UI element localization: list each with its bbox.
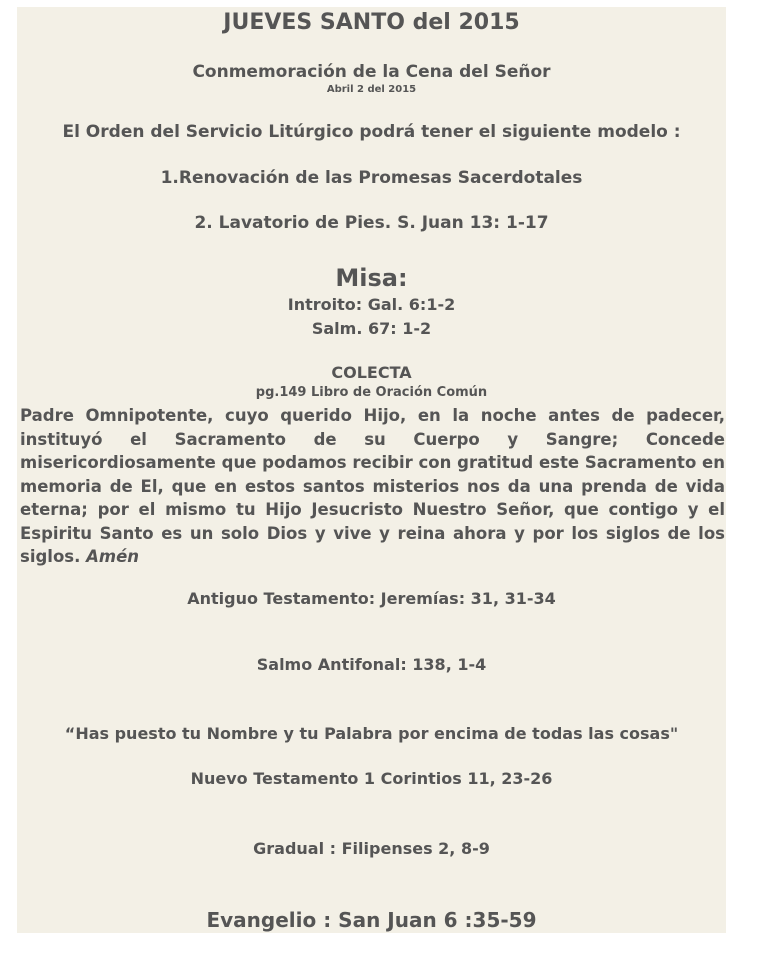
- salmo-introito: Salm. 67: 1-2: [311, 319, 432, 338]
- misa-heading: Misa:: [335, 264, 408, 292]
- antiguo-testamento: Antiguo Testamento: Jeremías: 31, 31-34: [187, 589, 556, 608]
- colecta-reference: pg.149 Libro de Oración Común: [255, 385, 488, 400]
- page-title: JUEVES SANTO del 2015: [223, 10, 520, 35]
- subtitle: Conmemoración de la Cena del Señor: [192, 62, 551, 82]
- introito: Introito: Gal. 6:1-2: [287, 295, 456, 314]
- colecta-amen: Amén: [86, 547, 140, 566]
- salmo-antifonal: Salmo Antifonal: 138, 1-4: [256, 655, 487, 674]
- order-item-1: 1.Renovación de las Promesas Sacerdotales: [160, 168, 583, 188]
- colecta-heading: COLECTA: [331, 363, 412, 382]
- date: Abril 2 del 2015: [326, 84, 417, 95]
- nuevo-testamento: Nuevo Testamento 1 Corintios 11, 23-26: [190, 769, 553, 788]
- order-intro: El Orden del Servicio Litúrgico podrá tener el siguiente modelo :: [62, 122, 681, 142]
- colecta-text: Padre Omnipotente, cuyo querido Hijo, en la noche antes de padecer, instituyó el Sacramento de su Cuerpo y Sangre; Concede misericordiosamente que podamos recibir con gratitud este Sacramento en memoria de El, que en estos santos misterios nos da una prenda de vida eterna; por el mismo tu Hijo Jesucristo Nuestro Señor, que contigo y el Espiritu Santo es un solo Dios y vive y reina ahora y por los siglos de los siglos.: [20, 406, 725, 566]
- evangelio: Evangelio : San Juan 6 :35-59: [206, 908, 537, 932]
- gradual: Gradual : Filipenses 2, 8-9: [253, 839, 490, 858]
- order-item-2: 2. Lavatorio de Pies. S. Juan 13: 1-17: [194, 213, 549, 233]
- document-page: [17, 7, 726, 933]
- antifona: “Has puesto tu Nombre y tu Palabra por encima de todas las cosas": [64, 724, 679, 743]
- colecta-prayer: [20, 404, 725, 569]
